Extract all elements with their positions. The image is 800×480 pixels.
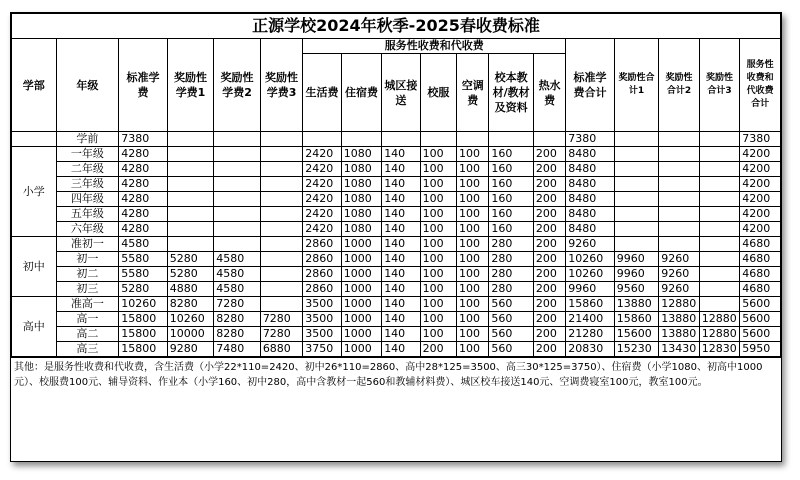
dept-cell: 小学 bbox=[12, 147, 57, 237]
fee-cell: 8280 bbox=[214, 327, 261, 342]
fee-cell: 280 bbox=[489, 237, 534, 252]
grade-cell: 准高一 bbox=[56, 297, 119, 312]
fee-cell: 140 bbox=[382, 327, 420, 342]
fee-cell bbox=[420, 132, 456, 147]
fee-cell: 100 bbox=[420, 267, 456, 282]
table-row bbox=[12, 312, 781, 327]
fee-cell: 7280 bbox=[214, 297, 261, 312]
fee-cell: 3500 bbox=[303, 297, 341, 312]
fee-cell: 9560 bbox=[614, 282, 659, 297]
fee-cell bbox=[260, 162, 302, 177]
fee-cell: 2420 bbox=[303, 192, 341, 207]
fee-cell: 160 bbox=[489, 147, 534, 162]
fee-cell: 4580 bbox=[214, 267, 261, 282]
fee-cell: 100 bbox=[420, 222, 456, 237]
table-row bbox=[12, 192, 781, 207]
fee-cell: 4200 bbox=[740, 192, 781, 207]
fee-cell: 5950 bbox=[740, 342, 781, 357]
fee-cell: 100 bbox=[457, 267, 489, 282]
fee-cell: 2420 bbox=[303, 207, 341, 222]
fee-cell: 100 bbox=[420, 327, 456, 342]
dept-cell bbox=[12, 132, 57, 147]
fee-cell: 1000 bbox=[341, 237, 381, 252]
fee-cell bbox=[699, 282, 739, 297]
fee-cell: 100 bbox=[420, 192, 456, 207]
grade-cell: 初三 bbox=[56, 282, 119, 297]
fee-cell: 5280 bbox=[167, 252, 214, 267]
fee-cell: 4280 bbox=[119, 192, 168, 207]
fee-cell: 4680 bbox=[740, 267, 781, 282]
header-award-fee-3: 奖励性学费3 bbox=[260, 39, 302, 132]
fee-cell: 4280 bbox=[119, 222, 168, 237]
fee-cell: 3750 bbox=[303, 342, 341, 357]
fee-cell bbox=[659, 222, 699, 237]
fee-cell: 100 bbox=[420, 252, 456, 267]
header-standard-total: 标准学费合计 bbox=[566, 39, 615, 132]
fee-cell: 200 bbox=[533, 162, 565, 177]
fee-cell bbox=[341, 132, 381, 147]
header-water-fee: 热水费 bbox=[533, 54, 565, 132]
fee-cell bbox=[699, 267, 739, 282]
fee-cell: 100 bbox=[420, 237, 456, 252]
fee-cell: 4200 bbox=[740, 222, 781, 237]
fee-cell: 12880 bbox=[659, 297, 699, 312]
table-row bbox=[12, 267, 781, 282]
fee-cell: 5600 bbox=[740, 327, 781, 342]
fee-cell bbox=[614, 162, 659, 177]
fee-cell: 2420 bbox=[303, 147, 341, 162]
fee-cell: 2860 bbox=[303, 282, 341, 297]
grade-cell: 高一 bbox=[56, 312, 119, 327]
fee-cell: 4280 bbox=[119, 162, 168, 177]
grade-cell: 一年级 bbox=[56, 147, 119, 162]
fee-cell: 12880 bbox=[699, 312, 739, 327]
fee-cell: 200 bbox=[533, 147, 565, 162]
fee-cell bbox=[260, 222, 302, 237]
fee-cell bbox=[659, 207, 699, 222]
fee-cell: 1000 bbox=[341, 252, 381, 267]
fee-cell: 8480 bbox=[566, 192, 615, 207]
fee-cell: 100 bbox=[420, 177, 456, 192]
fee-cell: 140 bbox=[382, 297, 420, 312]
header-award-total-3: 奖励性合计3 bbox=[699, 39, 739, 132]
fee-cell: 100 bbox=[420, 162, 456, 177]
fee-cell: 13880 bbox=[659, 327, 699, 342]
fee-cell: 10000 bbox=[167, 327, 214, 342]
fee-cell: 140 bbox=[382, 252, 420, 267]
grade-cell: 二年级 bbox=[56, 162, 119, 177]
fee-cell: 8480 bbox=[566, 222, 615, 237]
fee-cell bbox=[699, 252, 739, 267]
header-grade: 年级 bbox=[56, 39, 119, 132]
fee-cell: 4580 bbox=[214, 252, 261, 267]
page-title: 正源学校2024年秋季-2025春收费标准 bbox=[12, 14, 781, 39]
fee-cell bbox=[260, 267, 302, 282]
fee-cell bbox=[382, 132, 420, 147]
fee-cell: 4200 bbox=[740, 177, 781, 192]
fee-cell: 140 bbox=[382, 282, 420, 297]
fee-cell: 12880 bbox=[699, 327, 739, 342]
fee-cell: 100 bbox=[420, 312, 456, 327]
fee-cell: 560 bbox=[489, 297, 534, 312]
fee-cell bbox=[214, 222, 261, 237]
fee-cell: 3500 bbox=[303, 327, 341, 342]
fee-cell bbox=[214, 237, 261, 252]
fee-cell bbox=[659, 237, 699, 252]
fee-cell bbox=[699, 177, 739, 192]
fee-cell bbox=[699, 207, 739, 222]
fee-cell bbox=[260, 177, 302, 192]
fee-cell: 10260 bbox=[566, 267, 615, 282]
fee-cell: 100 bbox=[420, 282, 456, 297]
fee-cell bbox=[699, 222, 739, 237]
header-service-total: 服务性收费和代收费合计 bbox=[740, 39, 781, 132]
fee-cell bbox=[659, 177, 699, 192]
fee-cell: 20830 bbox=[566, 342, 615, 357]
table-row bbox=[12, 222, 781, 237]
fee-cell: 21280 bbox=[566, 327, 615, 342]
fee-cell: 100 bbox=[457, 252, 489, 267]
fee-cell: 2860 bbox=[303, 237, 341, 252]
fee-cell: 15800 bbox=[119, 342, 168, 357]
fee-cell: 4680 bbox=[740, 252, 781, 267]
fee-cell: 100 bbox=[420, 297, 456, 312]
fee-cell bbox=[167, 147, 214, 162]
fee-cell bbox=[659, 147, 699, 162]
fee-cell bbox=[659, 132, 699, 147]
fee-cell: 200 bbox=[533, 282, 565, 297]
fee-cell: 200 bbox=[533, 297, 565, 312]
fee-cell: 2860 bbox=[303, 252, 341, 267]
fee-cell bbox=[699, 297, 739, 312]
grade-cell: 高二 bbox=[56, 327, 119, 342]
fee-cell: 100 bbox=[457, 327, 489, 342]
fee-cell: 280 bbox=[489, 252, 534, 267]
fee-cell: 1080 bbox=[341, 222, 381, 237]
header-award-total-2: 奖励性合计2 bbox=[659, 39, 699, 132]
header-books-fee: 校本教材/教材及资料 bbox=[489, 54, 534, 132]
fee-cell bbox=[214, 192, 261, 207]
fee-cell: 1080 bbox=[341, 147, 381, 162]
table-row bbox=[12, 207, 781, 222]
header-award-fee-2: 奖励性学费2 bbox=[214, 39, 261, 132]
fee-cell: 7480 bbox=[214, 342, 261, 357]
fee-cell bbox=[659, 192, 699, 207]
fee-cell: 4200 bbox=[740, 147, 781, 162]
fee-cell bbox=[260, 207, 302, 222]
fee-cell bbox=[214, 147, 261, 162]
fee-cell: 7380 bbox=[119, 132, 168, 147]
fee-cell bbox=[614, 207, 659, 222]
fee-cell: 1000 bbox=[341, 267, 381, 282]
header-living-fee: 生活费 bbox=[303, 54, 341, 132]
fee-cell: 200 bbox=[533, 327, 565, 342]
fee-cell: 1000 bbox=[341, 297, 381, 312]
grade-cell: 学前 bbox=[56, 132, 119, 147]
fee-cell bbox=[260, 297, 302, 312]
fee-cell: 280 bbox=[489, 267, 534, 282]
fee-cell bbox=[167, 192, 214, 207]
fee-cell: 160 bbox=[489, 162, 534, 177]
fee-cell bbox=[614, 147, 659, 162]
fee-cell: 9960 bbox=[566, 282, 615, 297]
fee-cell: 200 bbox=[533, 192, 565, 207]
header-uniform-fee: 校服 bbox=[420, 54, 456, 132]
fee-cell: 4200 bbox=[740, 162, 781, 177]
header-bus-fee: 城区接送 bbox=[382, 54, 420, 132]
fee-cell: 140 bbox=[382, 147, 420, 162]
fee-cell: 13430 bbox=[659, 342, 699, 357]
table-row bbox=[12, 177, 781, 192]
table-row bbox=[12, 342, 781, 357]
fee-cell: 5580 bbox=[119, 267, 168, 282]
fee-cell: 9960 bbox=[614, 252, 659, 267]
fee-cell: 280 bbox=[489, 282, 534, 297]
fee-cell: 9260 bbox=[659, 267, 699, 282]
fee-cell: 15860 bbox=[566, 297, 615, 312]
fee-cell: 100 bbox=[457, 192, 489, 207]
fee-cell: 5600 bbox=[740, 312, 781, 327]
fee-cell bbox=[167, 237, 214, 252]
fee-cell: 100 bbox=[457, 177, 489, 192]
fee-cell: 15800 bbox=[119, 327, 168, 342]
fee-cell: 560 bbox=[489, 312, 534, 327]
fee-cell: 200 bbox=[533, 237, 565, 252]
fee-cell: 6880 bbox=[260, 342, 302, 357]
table-row bbox=[12, 297, 781, 312]
header-award-fee-1: 奖励性学费1 bbox=[167, 39, 214, 132]
grade-cell: 三年级 bbox=[56, 177, 119, 192]
fee-cell bbox=[260, 132, 302, 147]
fee-cell bbox=[260, 237, 302, 252]
fee-cell: 160 bbox=[489, 207, 534, 222]
fee-cell bbox=[699, 162, 739, 177]
fee-cell: 4280 bbox=[119, 177, 168, 192]
fee-cell bbox=[699, 192, 739, 207]
fee-cell: 5600 bbox=[740, 297, 781, 312]
fee-cell: 13880 bbox=[614, 297, 659, 312]
fee-table bbox=[11, 13, 781, 357]
header-ac-fee: 空调费 bbox=[457, 54, 489, 132]
fee-cell: 200 bbox=[533, 177, 565, 192]
fee-cell bbox=[614, 177, 659, 192]
grade-cell: 高三 bbox=[56, 342, 119, 357]
fee-cell: 4280 bbox=[119, 207, 168, 222]
grade-cell: 四年级 bbox=[56, 192, 119, 207]
fee-cell bbox=[614, 192, 659, 207]
fee-cell: 3500 bbox=[303, 312, 341, 327]
fee-cell: 8280 bbox=[214, 312, 261, 327]
fee-cell: 200 bbox=[420, 342, 456, 357]
fee-cell: 1080 bbox=[341, 162, 381, 177]
fee-cell bbox=[699, 132, 739, 147]
header-award-total-1: 奖励性合计1 bbox=[614, 39, 659, 132]
fee-cell: 9260 bbox=[659, 252, 699, 267]
fee-cell: 2860 bbox=[303, 267, 341, 282]
fee-cell: 8480 bbox=[566, 162, 615, 177]
fee-cell: 7380 bbox=[566, 132, 615, 147]
table-row bbox=[12, 237, 781, 252]
fee-cell: 4200 bbox=[740, 207, 781, 222]
table-row bbox=[12, 327, 781, 342]
fee-cell: 100 bbox=[457, 312, 489, 327]
fee-cell: 15860 bbox=[614, 312, 659, 327]
fee-cell: 5580 bbox=[119, 252, 168, 267]
fee-cell: 100 bbox=[420, 147, 456, 162]
fee-cell: 10260 bbox=[566, 252, 615, 267]
dept-cell: 初中 bbox=[12, 237, 57, 297]
grade-cell: 初二 bbox=[56, 267, 119, 282]
fee-cell bbox=[614, 237, 659, 252]
fee-cell: 100 bbox=[457, 207, 489, 222]
fee-cell bbox=[489, 132, 534, 147]
fee-cell: 9280 bbox=[167, 342, 214, 357]
fee-cell: 8480 bbox=[566, 177, 615, 192]
fee-cell: 100 bbox=[457, 237, 489, 252]
fee-cell: 160 bbox=[489, 177, 534, 192]
fee-cell bbox=[614, 132, 659, 147]
header-lodging-fee: 住宿费 bbox=[341, 54, 381, 132]
fee-cell: 9260 bbox=[566, 237, 615, 252]
fee-cell: 8480 bbox=[566, 147, 615, 162]
fee-cell: 10260 bbox=[167, 312, 214, 327]
fee-cell: 200 bbox=[533, 312, 565, 327]
fee-cell bbox=[260, 282, 302, 297]
fee-cell: 140 bbox=[382, 192, 420, 207]
fee-cell bbox=[214, 162, 261, 177]
fee-cell bbox=[167, 222, 214, 237]
fee-cell: 200 bbox=[533, 267, 565, 282]
fee-cell: 100 bbox=[457, 342, 489, 357]
fee-cell: 560 bbox=[489, 327, 534, 342]
grade-cell: 初一 bbox=[56, 252, 119, 267]
fee-cell: 1000 bbox=[341, 327, 381, 342]
fee-cell: 160 bbox=[489, 192, 534, 207]
table-row bbox=[12, 252, 781, 267]
fee-cell: 200 bbox=[533, 222, 565, 237]
fee-cell: 1080 bbox=[341, 207, 381, 222]
fee-cell bbox=[214, 207, 261, 222]
fee-cell: 15230 bbox=[614, 342, 659, 357]
table-row bbox=[12, 282, 781, 297]
fee-cell bbox=[659, 162, 699, 177]
fee-cell: 140 bbox=[382, 177, 420, 192]
fee-cell bbox=[214, 177, 261, 192]
header-service-group: 服务性收费和代收费 bbox=[303, 39, 566, 54]
fee-cell: 7280 bbox=[260, 327, 302, 342]
fee-cell: 1000 bbox=[341, 282, 381, 297]
fee-cell: 4580 bbox=[214, 282, 261, 297]
fee-cell: 9960 bbox=[614, 267, 659, 282]
fee-cell: 200 bbox=[533, 252, 565, 267]
fee-cell: 140 bbox=[382, 222, 420, 237]
fee-cell bbox=[260, 147, 302, 162]
fee-cell: 4880 bbox=[167, 282, 214, 297]
fee-cell: 8480 bbox=[566, 207, 615, 222]
grade-cell: 六年级 bbox=[56, 222, 119, 237]
fee-cell bbox=[260, 192, 302, 207]
fee-cell: 5280 bbox=[119, 282, 168, 297]
fee-cell: 15800 bbox=[119, 312, 168, 327]
header-dept: 学部 bbox=[12, 39, 57, 132]
fee-cell bbox=[167, 207, 214, 222]
fee-cell bbox=[214, 132, 261, 147]
grade-cell: 五年级 bbox=[56, 207, 119, 222]
fee-cell bbox=[614, 222, 659, 237]
fee-cell: 140 bbox=[382, 312, 420, 327]
fee-cell bbox=[699, 147, 739, 162]
fee-cell: 100 bbox=[457, 222, 489, 237]
fee-cell: 200 bbox=[533, 207, 565, 222]
fee-cell: 200 bbox=[533, 342, 565, 357]
fee-cell: 140 bbox=[382, 162, 420, 177]
table-row bbox=[12, 147, 781, 162]
grade-cell: 准初一 bbox=[56, 237, 119, 252]
fee-cell: 12830 bbox=[699, 342, 739, 357]
fee-cell: 160 bbox=[489, 222, 534, 237]
fee-cell bbox=[699, 237, 739, 252]
fee-cell: 100 bbox=[457, 282, 489, 297]
fee-cell bbox=[167, 177, 214, 192]
fee-cell: 100 bbox=[420, 207, 456, 222]
fee-cell: 560 bbox=[489, 342, 534, 357]
fee-cell: 1000 bbox=[341, 312, 381, 327]
fee-cell: 21400 bbox=[566, 312, 615, 327]
table-row bbox=[12, 132, 781, 147]
fee-cell: 4580 bbox=[119, 237, 168, 252]
fee-cell: 5280 bbox=[167, 267, 214, 282]
fee-cell bbox=[303, 132, 341, 147]
fee-cell: 7380 bbox=[740, 132, 781, 147]
fee-cell: 4280 bbox=[119, 147, 168, 162]
fee-cell: 4680 bbox=[740, 237, 781, 252]
header-standard-fee: 标准学费 bbox=[119, 39, 168, 132]
fee-cell: 13880 bbox=[659, 312, 699, 327]
fee-cell: 2420 bbox=[303, 162, 341, 177]
fee-cell bbox=[533, 132, 565, 147]
fee-cell: 2420 bbox=[303, 222, 341, 237]
fee-cell: 1000 bbox=[341, 342, 381, 357]
notes: 其他：是服务性收费和代收费，含生活费（小学22*110=2420、初中26*110=2860、高中28*125=3500、高三30*125=3750）、住宿费（小学1080、初高中1000元）、校服费100元、辅导资料、作业本（小学160、初中280，高中含教材一起560和教辅材料费）、城区校车接送140元、空调费寝室100元，教室100元。 bbox=[11, 357, 781, 416]
fee-cell: 8280 bbox=[167, 297, 214, 312]
table-row bbox=[12, 162, 781, 177]
fee-cell: 15600 bbox=[614, 327, 659, 342]
fee-cell: 7280 bbox=[260, 312, 302, 327]
fee-cell: 140 bbox=[382, 237, 420, 252]
fee-cell bbox=[457, 132, 489, 147]
fee-cell: 100 bbox=[457, 162, 489, 177]
fee-cell: 9260 bbox=[659, 282, 699, 297]
fee-cell bbox=[167, 132, 214, 147]
fee-cell: 100 bbox=[457, 297, 489, 312]
fee-cell: 140 bbox=[382, 207, 420, 222]
fee-cell: 2420 bbox=[303, 177, 341, 192]
fee-cell: 4680 bbox=[740, 282, 781, 297]
fee-cell: 140 bbox=[382, 342, 420, 357]
fee-cell: 140 bbox=[382, 267, 420, 282]
fee-cell bbox=[260, 252, 302, 267]
fee-cell: 1080 bbox=[341, 192, 381, 207]
fee-cell: 1080 bbox=[341, 177, 381, 192]
dept-cell: 高中 bbox=[12, 297, 57, 357]
fee-cell bbox=[167, 162, 214, 177]
fee-cell: 100 bbox=[457, 147, 489, 162]
fee-table-sheet bbox=[10, 12, 782, 462]
fee-cell: 10260 bbox=[119, 297, 168, 312]
